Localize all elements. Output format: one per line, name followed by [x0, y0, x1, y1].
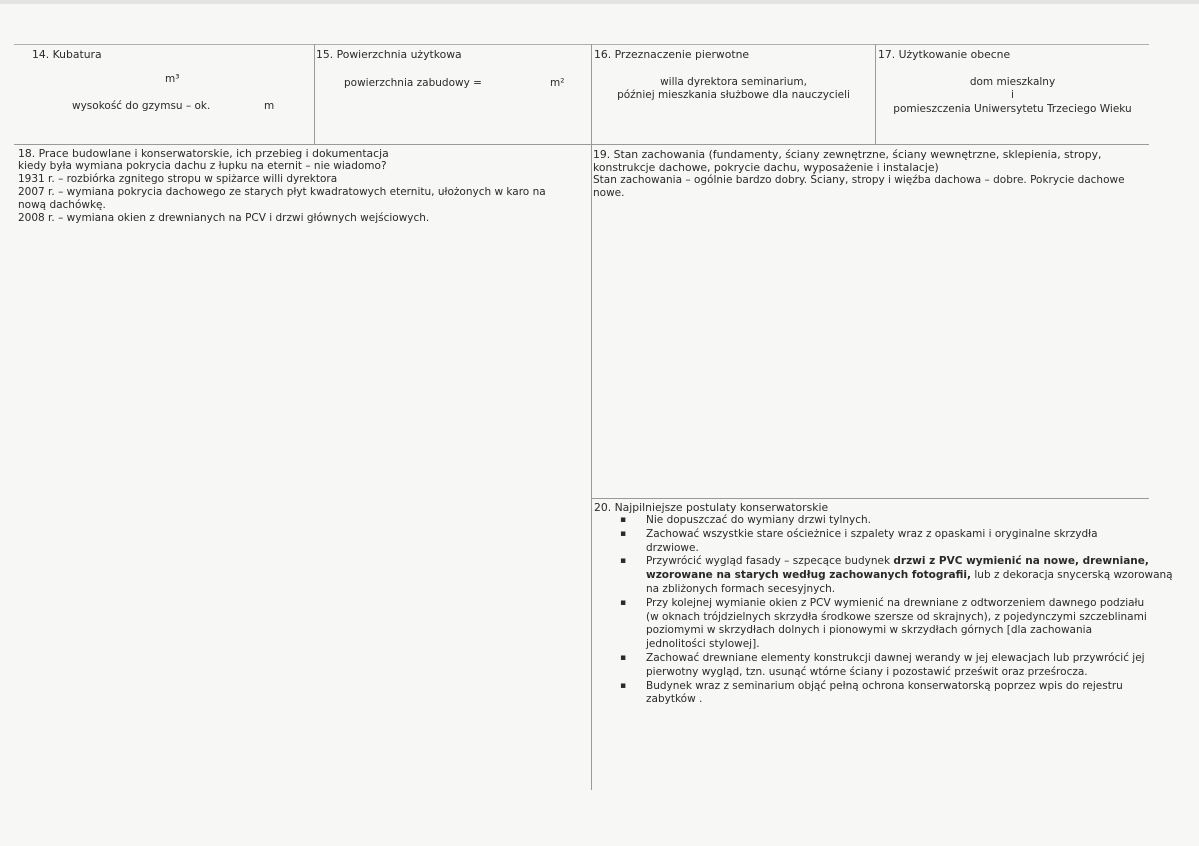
section-18	[18, 147, 586, 225]
volume-unit: m³	[165, 73, 180, 85]
bullet-icon: ▪	[620, 528, 627, 539]
row1-bottom-border	[14, 144, 1149, 145]
row1-top-border	[14, 44, 1149, 45]
original-use-line1: willa dyrektora seminarium,	[660, 76, 807, 88]
bullet-icon: ▪	[620, 515, 627, 525]
built-area-label: powierzchnia zabudowy =	[344, 77, 482, 89]
current-use-line2: i	[1011, 89, 1014, 101]
works-line: 2008 r. – wymiana okien z drewnianych na PCV i drzwi głównych wejściowych.	[18, 212, 430, 224]
col-divider-15-16	[591, 44, 592, 790]
current-use-line1: dom mieszkalny	[969, 76, 1056, 88]
bullet-icon: ▪	[620, 556, 627, 567]
field-16-label: 16. Przeznaczenie pierwotne	[594, 48, 750, 61]
emphasis: wzorowane na starych według zachowanych fotografii,	[646, 569, 972, 582]
section20-top-border	[591, 498, 1149, 499]
list-item: ▪ Przy kolejnej wymianie okien z PCV wymienić na drewniane z odtworzeniem dawnego podziału (w oknach trójdzielnych skrzydła środkowe szersze od skrajnych), z pojedynczymi szczeblinami poziomymi w skrzydłach dolnych i pionowymi w skrzydłach górnych [dla zachowania jednolitości stylowej].	[620, 596, 1147, 651]
bullet-icon: ▪	[620, 652, 627, 663]
field-18-label: 18. Prace budowlane i konserwatorskie, ich przebieg i dokumentacja	[18, 147, 389, 160]
list-item: ▪ Nie dopuszczać do wymiany drzwi tylnych.	[620, 514, 872, 526]
original-use-line2: później mieszkania służbowe dla nauczycieli	[617, 89, 850, 101]
field-14-label: 14. Kubatura	[32, 48, 102, 61]
field-17-label: 17. Użytkowanie obecne	[878, 48, 1011, 61]
list-item: ▪ Budynek wraz z seminarium objąć pełną ochrona konserwatorską poprzez wpis do rejestru zabytków .	[620, 679, 1123, 706]
built-area-unit: m²	[550, 77, 565, 89]
works-line: 2007 r. – wymiana pokrycia dachowego ze starych płyt kwadratowych eternitu, ułożonych w karo na	[18, 186, 546, 198]
cornice-height-label: wysokość do gzymsu – ok.	[72, 100, 211, 112]
section-19	[593, 148, 1149, 200]
cornice-height-unit: m	[264, 100, 275, 112]
postulates-list	[617, 514, 1173, 707]
field-20-label: 20. Najpilniejsze postulaty konserwatorskie	[594, 501, 829, 514]
col-divider-14-15	[314, 44, 315, 144]
current-use-line3: pomieszczenia Uniwersytetu Trzeciego Wieku	[893, 103, 1132, 115]
condition-line: nowe.	[593, 187, 625, 199]
bullet-icon: ▪	[620, 597, 627, 608]
list-item: ▪ Zachować drewniane elementy konstrukcji dawnej werandy w jej elewacjach lub przywrócić jej pierwotny wygląd, tzn. usunąć wtórne ściany i pozostawić prześwit oraz prześrocza.	[620, 651, 1145, 678]
works-line: kiedy była wymiana pokrycia dachu z łupku na eternit – nie wiadomo?	[18, 160, 387, 172]
list-item: ▪ Zachować wszystkie stare ościeżnice i szpalety wraz z opaskami i oryginalne skrzydła drzwiowe.	[620, 527, 1098, 554]
field-19-label: 19. Stan zachowania (fundamenty, ściany zewnętrzne, ściany wewnętrzne, sklepienia, stropy,	[593, 148, 1102, 161]
scan-top-edge	[0, 0, 1199, 4]
works-line: nową dachówkę.	[18, 199, 106, 211]
field-15-label: 15. Powierzchnia użytkowa	[316, 48, 462, 61]
condition-line: Stan zachowania – ogólnie bardzo dobry. Ściany, stropy i więźba dachowa – dobre. Pokrycie dachowe	[593, 174, 1125, 186]
emphasis: drzwi z PVC wymienić na nowe, drewniane,	[893, 555, 1149, 568]
field-19-label-cont: konstrukcje dachowe, pokrycie dachu, wyposażenie i instalacje)	[593, 161, 939, 174]
bullet-icon: ▪	[620, 680, 627, 691]
works-line: 1931 r. – rozbiórka zgnitego stropu w spiżarce willi dyrektora	[18, 173, 338, 185]
list-item: ▪ Przywrócić wygląd fasady – szpecące budynek drzwi z PVC wymienić na nowe, drewniane, wzorowane na starych według zachowanych fotografii, lub z dekoracja snycerską wzorowaną na zbliżonych formach secesyjnych.	[620, 555, 1173, 595]
